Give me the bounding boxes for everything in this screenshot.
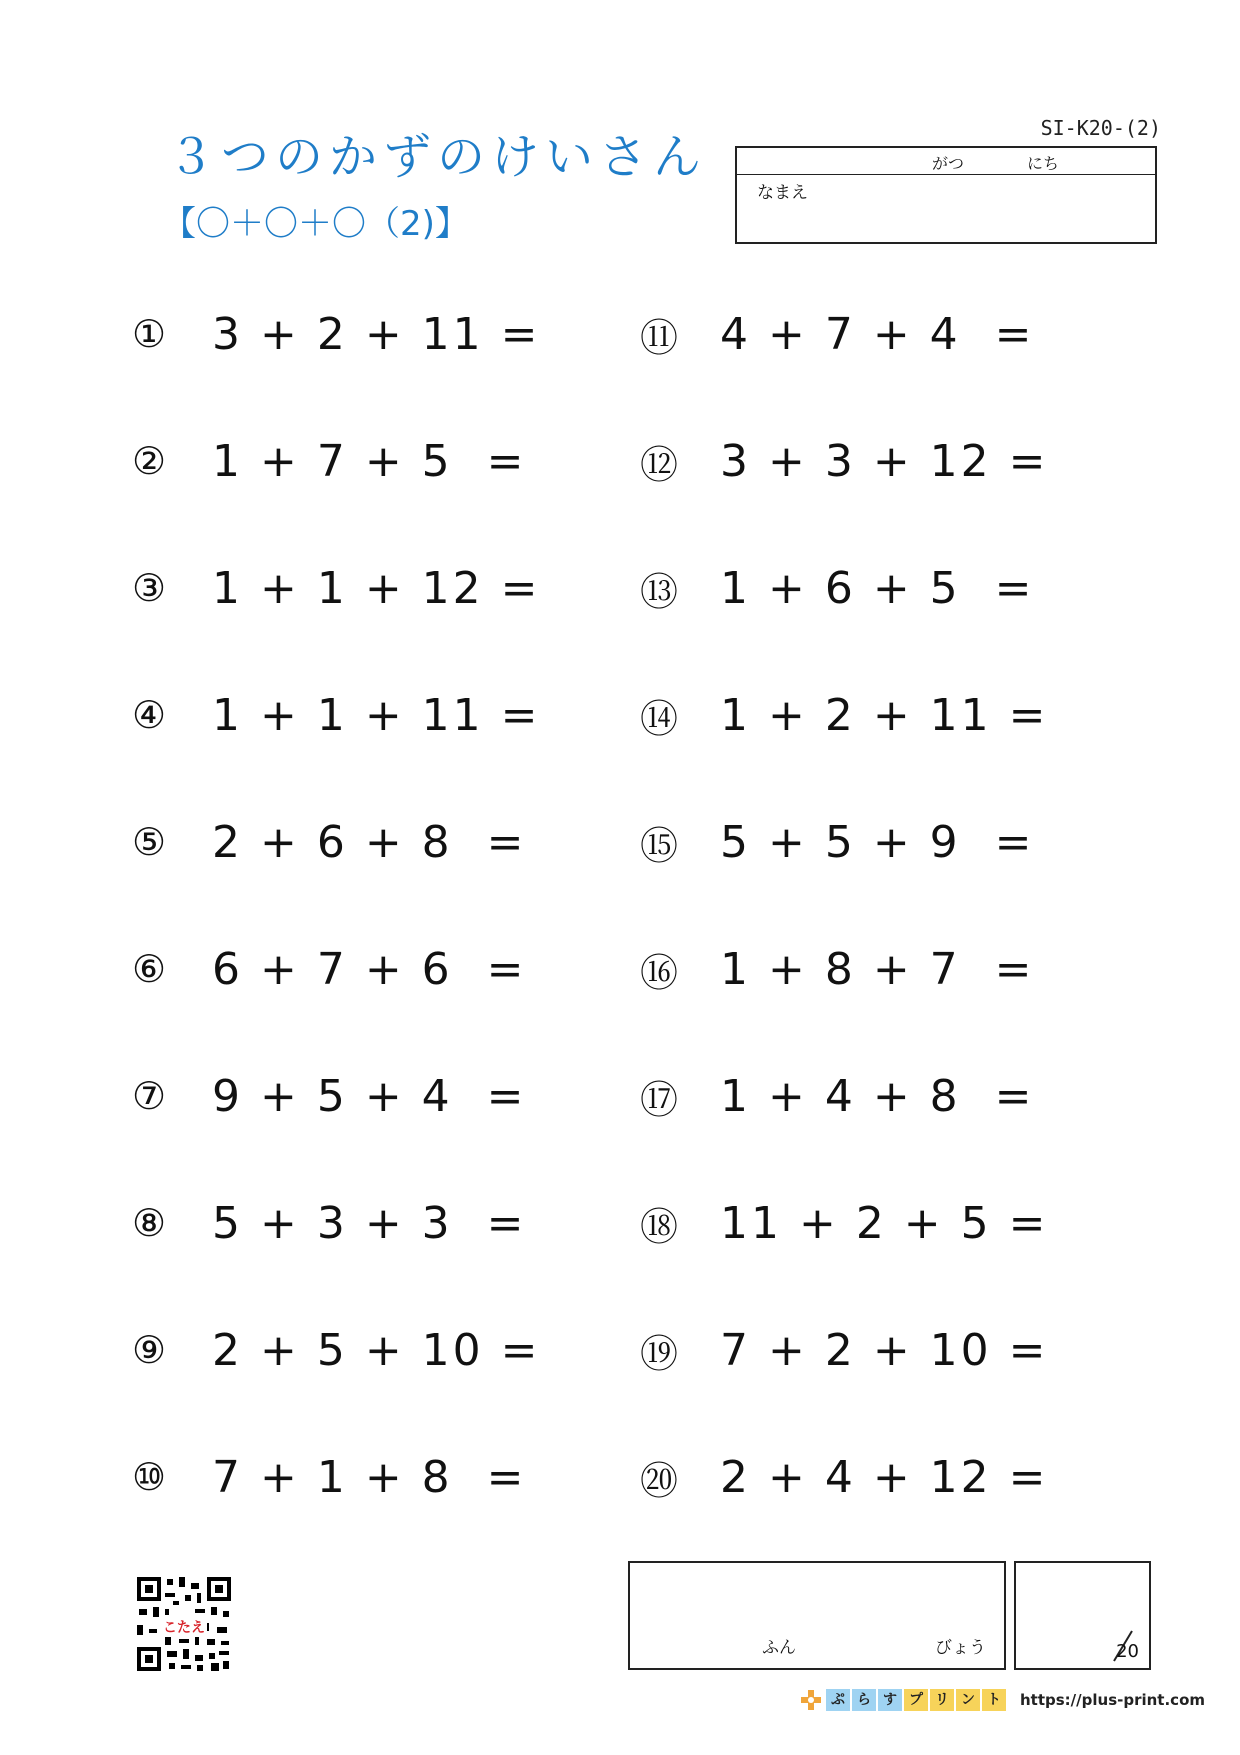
problem-row <box>132 431 527 491</box>
problem-expression: 1 + 4 + 8 = <box>720 1070 1035 1122</box>
problem-row <box>132 1193 527 1253</box>
name-date-box <box>735 146 1157 244</box>
brand-char: ぷ <box>826 1689 850 1711</box>
problem-expression: 5 + 5 + 9 = <box>720 816 1035 868</box>
problem-expression: 1 + 7 + 5 = <box>212 435 527 487</box>
brand-char: プ <box>904 1689 928 1711</box>
worksheet-code: SI-K20-(2) <box>1040 116 1161 140</box>
problem-number: ⑤ <box>132 820 167 864</box>
problem-number: ⑮ <box>640 823 679 868</box>
minutes-label: ふん <box>762 1638 796 1658</box>
problem-row <box>640 1320 1049 1380</box>
brand-char: ト <box>982 1689 1006 1711</box>
problem-expression: 2 + 4 + 12 = <box>720 1451 1049 1503</box>
brand-footer <box>800 1686 1205 1714</box>
day-label: にち <box>1027 154 1060 173</box>
problem-row <box>640 939 1035 999</box>
problem-row <box>132 685 541 745</box>
problem-row <box>640 558 1035 618</box>
problem-row <box>132 558 541 618</box>
problem-row <box>640 812 1035 872</box>
problem-expression: 9 + 5 + 4 = <box>212 1070 527 1122</box>
time-box <box>628 1561 1006 1670</box>
problem-number: ⑦ <box>132 1074 167 1118</box>
problem-number: ⑩ <box>132 1455 167 1499</box>
problem-number: ① <box>132 312 167 356</box>
problem-number: ⑬ <box>640 569 679 614</box>
brand-char: リ <box>930 1689 954 1711</box>
problem-expression: 1 + 8 + 7 = <box>720 943 1035 995</box>
problem-number: ⑪ <box>640 315 679 360</box>
problem-number: ⑨ <box>132 1328 167 1372</box>
score-box <box>1014 1561 1151 1670</box>
problem-row <box>640 304 1035 364</box>
problem-number: ⑧ <box>132 1201 167 1245</box>
problem-expression: 6 + 7 + 6 = <box>212 943 527 995</box>
problem-row <box>132 1447 527 1507</box>
brand-char: す <box>878 1689 902 1711</box>
problem-row <box>640 431 1049 491</box>
site-link[interactable]: https://plus-print.com <box>1020 1691 1206 1709</box>
problem-expression: 1 + 1 + 11 = <box>212 689 541 741</box>
score-total: 20 <box>1116 1641 1139 1662</box>
problem-row <box>132 812 527 872</box>
problem-expression: 1 + 1 + 12 = <box>212 562 541 614</box>
problem-expression: 5 + 3 + 3 = <box>212 1197 527 1249</box>
name-label: なまえ <box>757 183 808 203</box>
problem-row <box>640 685 1049 745</box>
worksheet-title: ３つのかずのけいさん <box>167 129 708 185</box>
seconds-label: びょう <box>935 1638 986 1658</box>
problem-expression: 4 + 7 + 4 = <box>720 308 1035 360</box>
problem-number: ⑯ <box>640 950 679 995</box>
problem-expression: 1 + 2 + 11 = <box>720 689 1049 741</box>
problem-number: ⑭ <box>640 696 679 741</box>
brand-name <box>826 1689 1008 1711</box>
problem-row <box>132 939 527 999</box>
brand-char: ン <box>956 1689 980 1711</box>
problem-number: ⑲ <box>640 1331 679 1376</box>
problem-number: ⑳ <box>640 1458 679 1503</box>
problem-row <box>640 1193 1049 1253</box>
problem-expression: 2 + 5 + 10 = <box>212 1324 541 1376</box>
problem-expression: 1 + 6 + 5 = <box>720 562 1035 614</box>
problem-number: ③ <box>132 566 167 610</box>
problem-expression: 3 + 3 + 12 = <box>720 435 1049 487</box>
problem-expression: 2 + 6 + 8 = <box>212 816 527 868</box>
problem-expression: 3 + 2 + 11 = <box>212 308 541 360</box>
problem-expression: 7 + 2 + 10 = <box>720 1324 1049 1376</box>
problem-row <box>132 1066 527 1126</box>
problem-row <box>132 1320 541 1380</box>
problem-row <box>640 1447 1049 1507</box>
problem-expression: 11 + 2 + 5 = <box>720 1197 1049 1249</box>
problem-number: ⑰ <box>640 1077 679 1122</box>
problem-number: ② <box>132 439 167 483</box>
plus-logo-icon <box>800 1689 822 1711</box>
worksheet-subtitle: 【〇＋〇＋〇（2)】 <box>162 204 469 244</box>
problem-expression: 7 + 1 + 8 = <box>212 1451 527 1503</box>
problem-number: ⑫ <box>640 442 679 487</box>
problem-row <box>640 1066 1035 1126</box>
problem-number: ⑥ <box>132 947 167 991</box>
problem-row <box>132 304 541 364</box>
answer-qr-label: こたえ <box>161 1617 207 1637</box>
problem-number: ④ <box>132 693 167 737</box>
date-row <box>737 148 1155 175</box>
brand-char: ら <box>852 1689 876 1711</box>
problem-number: ⑱ <box>640 1204 679 1249</box>
month-label: がつ <box>932 154 965 173</box>
